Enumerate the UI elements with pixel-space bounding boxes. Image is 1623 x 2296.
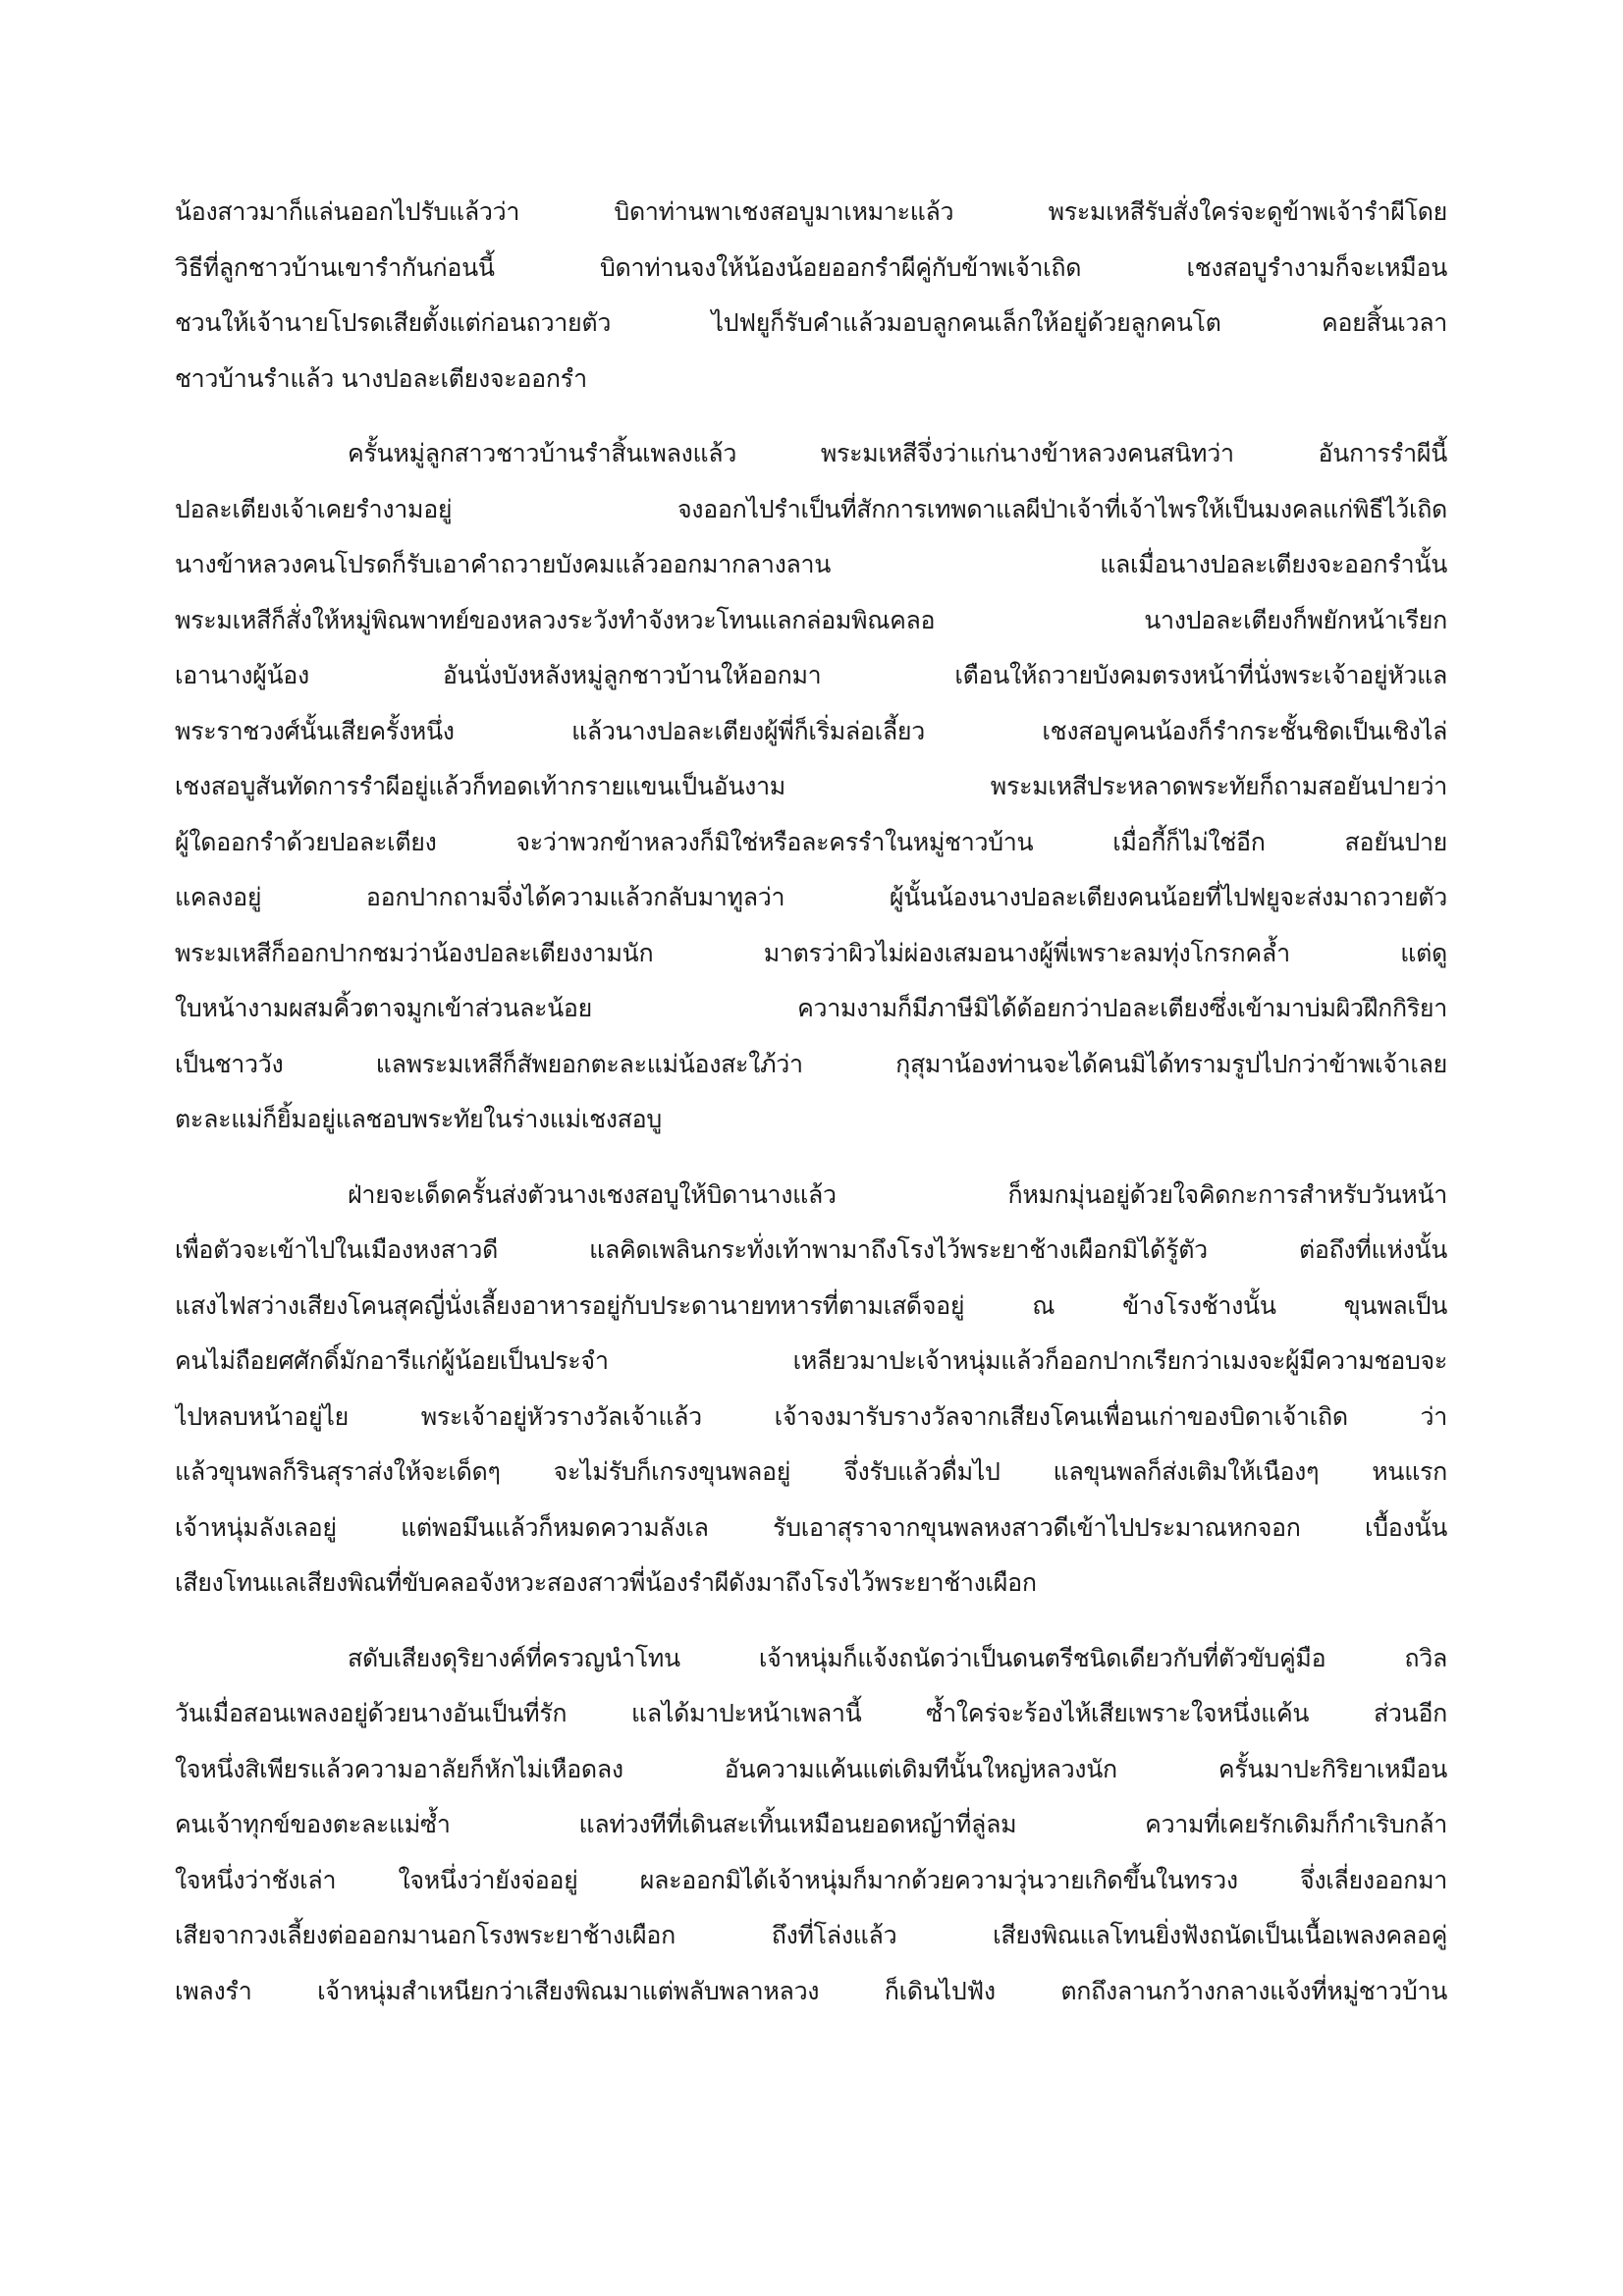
- text-line: ใบหน้างามผสมคิ้วตาจมูกเข้าส่วนละน้อย ความงามก็มีภาษีมิได้ด้อยกว่าปอละเตียงซึ่งเข้ามาบ่มผิวฝึกกิริยา: [175, 994, 1447, 1022]
- text-line: พระมเหสีก็สั่งให้หมู่พิณพาทย์ของหลวงระวังทำจังหวะโทนแลกล่อมพิณคลอ นางปอละเตียงก็พยักหน้าเรียก: [175, 605, 1447, 634]
- text-line: เป็นชาววัง แลพระมเหสีก็สัพยอกตะละแม่น้องสะใภ้ว่า กุสุมาน้องท่านจะได้คนมิได้ทรามรูปไปกว่าข้าพเจ้าเลย: [175, 1049, 1447, 1078]
- paragraph-3: [175, 1168, 1447, 1612]
- text-line: เพื่อตัวจะเข้าไปในเมืองหงสาวดี แลคิดเพลินกระทั่งเท้าพามาถึงโรงไว้พระยาช้างเผือกมิได้รู้ตัว ต่อถึงที่แห่งนั้น: [175, 1235, 1447, 1264]
- text-line: ผู้ใดออกรำด้วยปอละเตียง จะว่าพวกข้าหลวงก็มิใช่หรือละครรำในหมู่ชาวบ้าน เมื่อกี้ก็ไม่ใช่อีก สอยันปาย: [175, 827, 1447, 856]
- text-line: เชงสอบูสันทัดการรำผีอยู่แล้วก็ทอดเท้ากรายแขนเป็นอันงาม พระมเหสีประหลาดพระทัยก็ถามสอยันปายว่า: [175, 772, 1447, 800]
- paragraph-1: [175, 185, 1447, 407]
- paragraph-2: [175, 426, 1447, 1148]
- text-line: แคลงอยู่ ออกปากถามจึ่งได้ความแล้วกลับมาทูลว่า ผู้นั้นน้องนางปอละเตียงคนน้อยที่ไปฟยูจะส่งมาถวายตัว: [175, 883, 1447, 911]
- text-line: วิธีที่ลูกชาวบ้านเขารำกันก่อนนี้ บิดาท่านจงให้น้องน้อยออกรำผีคู่กับข้าพเจ้าเถิด เชงสอบูรำงามก็จะเหมือน: [175, 252, 1447, 282]
- text-line: ตะละแม่ก็ยิ้มอยู่แลชอบพระทัยในร่างแม่เชงสอบู: [175, 1105, 662, 1133]
- paragraph-4: [175, 1631, 1447, 2019]
- text-line: น้องสาวมาก็แล่นออกไปรับแล้วว่า บิดาท่านพาเชงสอบูมาเหมาะแล้ว พระมเหสีรับสั่งใคร่จะดูข้าพเจ้ารำผีโดย: [175, 197, 1447, 226]
- text-line: คนไม่ถือยศศักดิ์มักอารีแก่ผู้น้อยเป็นประจำ เหลียวมาปะเจ้าหนุ่มแล้วก็ออกปากเรียกว่าเมงจะผู้มีความชอบจะ: [175, 1346, 1447, 1375]
- text-line: วันเมื่อสอนเพลงอยู่ด้วยนางอันเป็นที่รัก แลได้มาปะหน้าเพลานี้ ซ้ำใคร่จะร้องไห้เสียเพราะใจหนึ่งแค้น ส่วนอีก: [175, 1699, 1447, 1727]
- text-line: ครั้นหมู่ลูกสาวชาวบ้านรำสิ้นเพลงแล้ว พระมเหสีจึ่งว่าแก่นางข้าหลวงคนสนิทว่า อันการรำผีนี้: [348, 439, 1447, 467]
- text-line: สดับเสียงดุริยางค์ที่ครวญนำโทน เจ้าหนุ่มก็แจ้งถนัดว่าเป็นดนตรีชนิดเดียวกับที่ตัวขับคู่มือ ถวิล: [348, 1643, 1447, 1672]
- text-line: นางข้าหลวงคนโปรดก็รับเอาคำถวายบังคมแล้วออกมากลางลาน แลเมื่อนางปอละเตียงจะออกรำนั้น: [175, 550, 1447, 578]
- text-line: เพลงรำ เจ้าหนุ่มสำเหนียกว่าเสียงพิณมาแต่พลับพลาหลวง ก็เดินไปฟัง ตกถึงลานกว้างกลางแจ้งที่หมู่ชาวบ้าน: [175, 1976, 1447, 2005]
- body-text: [175, 185, 1447, 2019]
- text-line: ใจหนึ่งว่าชังเล่า ใจหนึ่งว่ายังจ่ออยู่ ผละออกมิได้เจ้าหนุ่มก็มากด้วยความวุ่นวายเกิดขึ้นในทรวง จึ่งเลี่ยงออกมา: [175, 1865, 1447, 1894]
- text-line: ไปหลบหน้าอยู่ไย พระเจ้าอยู่หัวรางวัลเจ้าแล้ว เจ้าจงมารับรางวัลจากเสียงโคนเพื่อนเก่าของบิดาเจ้าเถิด ว่า: [175, 1401, 1447, 1431]
- text-line: ใจหนึ่งสิเพียรแล้วความอาลัยก็หักไม่เหือดลง อันความแค้นแต่เดิมทีนั้นใหญ่หลวงนัก ครั้นมาปะกิริยาเหมือน: [175, 1754, 1447, 1783]
- text-line: เอานางผู้น้อง อันนั่งบังหลังหมู่ลูกชาวบ้านให้ออกมา เตือนให้ถวายบังคมตรงหน้าที่นั่งพระเจ้าอยู่หัวแล: [175, 661, 1447, 689]
- text-line: ฝ่ายจะเด็ดครั้นส่งตัวนางเชงสอบูให้บิดานางแล้ว ก็หมกมุ่นอยู่ด้วยใจคิดกะการสำหรับวันหน้า: [348, 1179, 1447, 1209]
- text-line: เจ้าหนุ่มลังเลอยู่ แต่พอมึนแล้วก็หมดความลังเล รับเอาสุราจากขุนพลหงสาวดีเข้าไปประมาณหกจอก เบื้องนั้น: [175, 1512, 1447, 1542]
- text-line: คนเจ้าทุกข์ของตะละแม่ซ้ำ แลท่วงทีที่เดินสะเทิ้นเหมือนยอดหญ้าที่ลู่ลม ความที่เคยรักเดิมก็กำเริบกล้า: [175, 1810, 1447, 1838]
- text-line: แล้วขุนพลก็รินสุราส่งให้จะเด็ดๆ จะไม่รับก็เกรงขุนพลอยู่ จึ่งรับแล้วดื่มไป แลขุนพลก็ส่งเติมให้เนืองๆ หนแรก: [175, 1457, 1447, 1486]
- text-line: ปอละเตียงเจ้าเคยรำงามอยู่ จงออกไปรำเป็นที่สักการเทพดาแลผีป่าเจ้าที่เจ้าไพรให้เป็นมงคลแก่พิธีไว้เถิด: [175, 494, 1447, 523]
- text-line: ชาวบ้านรำแล้ว นางปอละเตียงจะออกรำ: [175, 363, 587, 393]
- text-line: พระราชวงศ์นั้นเสียครั้งหนึ่ง แล้วนางปอละเตียงผู้พี่ก็เริ่มล่อเลี้ยว เชงสอบูคนน้องก็รำกระชั้นชิดเป็นเชิงไล่: [175, 716, 1447, 745]
- text-line: แสงไฟสว่างเสียงโคนสุคญี่นั่งเลี้ยงอาหารอยู่กับประดานายทหารที่ตามเสด็จอยู่ ณ ข้างโรงช้างนั้น ขุนพลเป็น: [175, 1290, 1447, 1320]
- text-line: ชวนให้เจ้านายโปรดเสียตั้งแต่ก่อนถวายตัว ไปฟยูก็รับคำแล้วมอบลูกคนเล็กให้อยู่ด้วยลูกคนโต คอยสิ้นเวลา: [175, 308, 1447, 337]
- text-line: พระมเหสีก็ออกปากชมว่าน้องปอละเตียงงามนัก มาตรว่าผิวไม่ผ่องเสมอนางผู้พี่เพราะลมทุ่งโกรกคล้ำ แต่ดู: [175, 938, 1447, 967]
- text-line: เสียจากวงเลี้ยงต่อออกมานอกโรงพระยาช้างเผือก ถึงที่โล่งแล้ว เสียงพิณแลโทนยิ่งฟังถนัดเป็นเนื้อเพลงคลอคู่: [175, 1921, 1447, 1949]
- text-line: เสียงโทนแลเสียงพิณที่ขับคลอจังหวะสองสาวพี่น้องรำผีดังมาถึงโรงไว้พระยาช้างเผือก: [175, 1568, 1037, 1597]
